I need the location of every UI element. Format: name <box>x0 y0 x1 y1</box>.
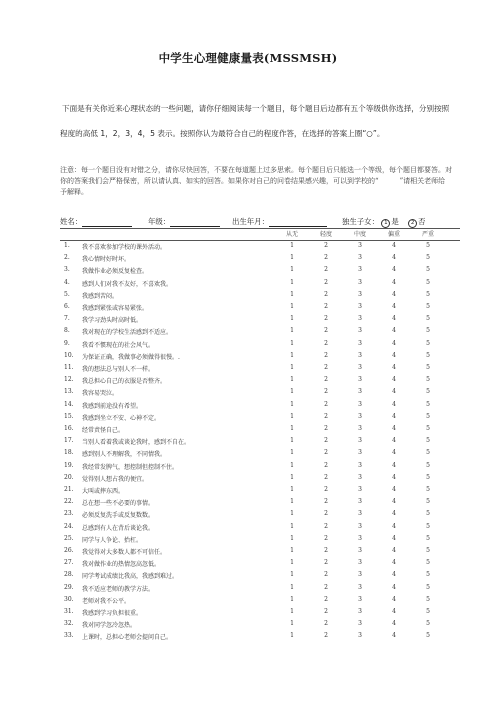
question-row <box>60 462 460 474</box>
answer-option-1[interactable]: 1 <box>290 449 294 457</box>
question-number: 1. <box>64 242 70 249</box>
answer-option-5[interactable]: 5 <box>426 608 430 615</box>
answer-option-1[interactable]: 1 <box>290 327 294 335</box>
answer-option-3[interactable]: 3 <box>358 522 362 530</box>
answer-option-2[interactable]: 2 <box>324 339 328 347</box>
question-number: 9. <box>64 339 70 347</box>
question-number: 16. <box>64 425 74 432</box>
answer-option-4[interactable]: 4 <box>392 486 396 493</box>
question-text: 我对现在的学校生活感到不适应。 <box>82 329 173 337</box>
question-number: 23. <box>64 510 74 518</box>
answer-option-2[interactable]: 2 <box>324 510 328 518</box>
answer-option-5[interactable]: 5 <box>426 571 430 579</box>
question-text: 大叫或摔东西。 <box>82 488 125 495</box>
question-text: 我感到坐立不安、心神不定。 <box>82 414 161 422</box>
answer-option-3[interactable]: 3 <box>358 315 362 323</box>
answer-option-4[interactable]: 4 <box>392 425 396 432</box>
answer-option-2[interactable]: 2 <box>324 254 328 262</box>
question-text: 我不适应老师的教学方法。 <box>82 585 155 593</box>
answer-option-1[interactable]: 1 <box>290 595 294 603</box>
answer-option-2[interactable]: 2 <box>324 327 328 335</box>
answer-option-5[interactable]: 5 <box>426 498 430 506</box>
answer-option-1[interactable]: 1 <box>290 412 294 420</box>
answer-option-3[interactable]: 3 <box>358 498 362 506</box>
question-row <box>60 364 460 376</box>
question-text: 我对同学忽冷忽热。 <box>82 622 137 630</box>
answer-option-2[interactable]: 2 <box>324 522 328 530</box>
question-row <box>60 291 460 303</box>
scale-label-mild: 轻度 <box>319 231 333 238</box>
answer-option-3[interactable]: 3 <box>358 608 362 615</box>
answer-option-5[interactable]: 5 <box>426 290 430 298</box>
question-row <box>60 279 460 291</box>
answer-option-5[interactable]: 5 <box>426 364 430 371</box>
answer-option-5[interactable]: 5 <box>426 327 430 335</box>
question-text: 为保证正确，我做事必须做得很慢。. <box>82 353 180 361</box>
answer-option-3[interactable]: 3 <box>358 339 362 347</box>
answer-option-1[interactable]: 1 <box>290 583 294 591</box>
answer-option-2[interactable]: 2 <box>324 595 328 603</box>
question-number: 29. <box>64 583 74 591</box>
question-number: 4. <box>64 278 70 286</box>
answer-option-3[interactable]: 3 <box>358 400 362 408</box>
question-number: 31. <box>64 608 74 615</box>
question-number: 25. <box>64 534 74 542</box>
answer-option-3[interactable]: 3 <box>358 534 362 542</box>
scale-label-none: 从无 <box>285 231 299 238</box>
answer-option-1[interactable]: 1 <box>290 400 294 408</box>
question-number: 22. <box>64 498 74 506</box>
question-row <box>60 401 460 413</box>
question-text: 我觉得对大多数人都不可信任。 <box>82 549 167 556</box>
question-number: 19. <box>64 461 74 469</box>
answer-option-3[interactable]: 3 <box>358 364 362 371</box>
answer-option-2[interactable]: 2 <box>324 461 328 469</box>
answer-option-1[interactable]: 1 <box>290 522 294 530</box>
question-number: 11. <box>64 364 74 371</box>
question-text: 当别人看着我或谈论我时，感到不自在。 <box>82 439 191 447</box>
scale-label-moderate: 中度 <box>353 231 367 238</box>
answer-option-4[interactable]: 4 <box>392 559 396 567</box>
only-child-yes-option[interactable] <box>381 217 398 226</box>
answer-option-4[interactable]: 4 <box>392 290 396 298</box>
answer-option-1[interactable]: 1 <box>290 559 294 567</box>
question-number: 30. <box>64 595 74 603</box>
answer-option-4[interactable]: 4 <box>392 620 396 628</box>
answer-option-2[interactable]: 2 <box>324 412 328 420</box>
answer-option-2[interactable]: 2 <box>324 571 328 579</box>
answer-option-5[interactable]: 5 <box>426 461 430 469</box>
answer-option-3[interactable]: 3 <box>358 278 362 286</box>
answer-option-1[interactable]: 1 <box>290 254 294 262</box>
question-number: 15. <box>64 412 74 420</box>
answer-option-4[interactable]: 4 <box>392 522 396 530</box>
answer-option-3[interactable]: 3 <box>358 327 362 335</box>
answer-option-3[interactable]: 3 <box>358 254 362 262</box>
question-row <box>60 584 460 596</box>
answer-option-1[interactable]: 1 <box>290 388 294 396</box>
question-text: 我感到苦闷。 <box>82 292 119 300</box>
answer-option-5[interactable]: 5 <box>426 254 430 262</box>
question-text: 感到人们对我不友好，不喜欢我。 <box>82 280 173 288</box>
question-row <box>60 437 460 449</box>
answer-option-3[interactable]: 3 <box>358 620 362 628</box>
name-label: 姓名： <box>60 217 83 226</box>
answer-option-5[interactable]: 5 <box>426 559 430 567</box>
question-row <box>60 340 460 352</box>
answer-option-1[interactable]: 1 <box>290 290 294 298</box>
answer-option-4[interactable]: 4 <box>392 315 396 323</box>
answer-option-2[interactable]: 2 <box>324 266 328 274</box>
answer-option-1[interactable]: 1 <box>290 486 294 493</box>
answer-option-1[interactable]: 1 <box>290 534 294 542</box>
answer-option-2[interactable]: 2 <box>324 437 328 445</box>
answer-option-1[interactable]: 1 <box>290 608 294 615</box>
question-text: 我的想法总与别人不一样。 <box>82 366 155 373</box>
instructions-text: 下面是有关你近来心理状态的一些问题，请你仔细阅读每一个题目，每个题目后边都有五个等级供你选择，分别按照程度的高低 1，2，3，4，5 表示。按照你认为最符合自己的程度作答，在选择的答案上圈“○”。 <box>60 104 450 138</box>
question-row <box>60 315 460 327</box>
answer-option-3[interactable]: 3 <box>358 461 362 469</box>
answer-option-2[interactable]: 2 <box>324 620 328 628</box>
header-bottom-rule <box>60 240 460 241</box>
question-text: 我经常发脾气，想控制但控制不住。 <box>82 463 179 471</box>
question-text: 觉得别人想占我的便宜。 <box>82 475 149 483</box>
instructions <box>60 96 450 146</box>
answer-option-2[interactable]: 2 <box>324 632 328 640</box>
answer-option-2[interactable]: 2 <box>324 278 328 286</box>
question-row <box>60 620 460 632</box>
answer-option-5[interactable]: 5 <box>426 473 430 481</box>
answer-option-1[interactable]: 1 <box>290 376 294 384</box>
answer-option-5[interactable]: 5 <box>426 437 430 445</box>
answer-option-4[interactable]: 4 <box>392 461 396 469</box>
answer-option-2[interactable]: 2 <box>324 388 328 396</box>
circle-one-icon: 1 <box>381 219 390 228</box>
answer-option-4[interactable]: 4 <box>392 632 396 640</box>
answer-option-2[interactable]: 2 <box>324 351 328 359</box>
question-row <box>60 327 460 339</box>
question-number: 12. <box>64 376 74 384</box>
only-child-field <box>342 216 426 228</box>
answer-option-4[interactable]: 4 <box>392 339 396 347</box>
question-text: 我学习劲头时高时低。 <box>82 317 143 325</box>
answer-option-4[interactable]: 4 <box>392 583 396 591</box>
scale-label-heavy: 偏重 <box>387 231 401 238</box>
answer-option-5[interactable]: 5 <box>426 425 430 432</box>
question-number: 3. <box>64 266 70 274</box>
answer-option-3[interactable]: 3 <box>358 449 362 457</box>
question-row <box>60 559 460 571</box>
question-text: 我感到前途没有希望。 <box>82 402 143 410</box>
question-text: 我看不惯现在的社会风气。 <box>82 341 155 349</box>
question-number: 18. <box>64 449 74 457</box>
answer-option-1[interactable]: 1 <box>290 498 294 506</box>
answer-option-4[interactable]: 4 <box>392 242 396 249</box>
answer-option-3[interactable]: 3 <box>358 303 362 310</box>
answer-option-5[interactable]: 5 <box>426 412 430 420</box>
answer-option-4[interactable]: 4 <box>392 571 396 579</box>
answer-option-2[interactable]: 2 <box>324 534 328 542</box>
answer-option-3[interactable]: 3 <box>358 266 362 274</box>
question-text: 必须反复洗手或反复数数。 <box>82 512 155 520</box>
answer-option-4[interactable]: 4 <box>392 254 396 262</box>
answer-option-3[interactable]: 3 <box>358 510 362 518</box>
question-row <box>60 376 460 388</box>
answer-option-5[interactable]: 5 <box>426 620 430 628</box>
question-row <box>60 498 460 510</box>
answer-option-5[interactable]: 5 <box>426 510 430 518</box>
birth-blank[interactable] <box>269 217 327 227</box>
question-row <box>60 596 460 608</box>
answer-option-2[interactable]: 2 <box>324 364 328 371</box>
answer-option-1[interactable]: 1 <box>290 242 294 249</box>
answer-option-4[interactable]: 4 <box>392 473 396 481</box>
answer-option-2[interactable]: 2 <box>324 583 328 591</box>
answer-option-3[interactable]: 3 <box>358 547 362 554</box>
answer-option-3[interactable]: 3 <box>358 583 362 591</box>
answer-option-4[interactable]: 4 <box>392 437 396 445</box>
question-text: 总感到有人在背后谈论我。 <box>82 524 155 532</box>
answer-option-4[interactable]: 4 <box>392 412 396 420</box>
answer-option-1[interactable]: 1 <box>290 620 294 628</box>
answer-option-4[interactable]: 4 <box>392 388 396 396</box>
scale-header <box>60 229 460 239</box>
no-label: 否 <box>418 217 426 226</box>
question-row <box>60 352 460 364</box>
answer-option-1[interactable]: 1 <box>290 510 294 518</box>
question-number: 13. <box>64 388 74 396</box>
answer-option-3[interactable]: 3 <box>358 632 362 640</box>
question-number: 10. <box>64 351 74 359</box>
question-text: 同学与人争论、抬杠。 <box>82 536 143 544</box>
answer-option-2[interactable]: 2 <box>324 425 328 432</box>
answer-option-5[interactable]: 5 <box>426 400 430 408</box>
answer-option-5[interactable]: 5 <box>426 351 430 359</box>
question-row <box>60 523 460 535</box>
answer-option-3[interactable]: 3 <box>358 242 362 249</box>
question-number: 6. <box>64 303 70 310</box>
answer-option-1[interactable]: 1 <box>290 461 294 469</box>
birth-field[interactable] <box>232 216 327 227</box>
name-field[interactable] <box>60 216 132 227</box>
answer-option-4[interactable]: 4 <box>392 510 396 518</box>
question-row <box>60 535 460 547</box>
answer-option-1[interactable]: 1 <box>290 473 294 481</box>
answer-option-2[interactable]: 2 <box>324 242 328 249</box>
answer-option-5[interactable]: 5 <box>426 278 430 286</box>
answer-option-4[interactable]: 4 <box>392 351 396 359</box>
question-text: 上课时，总担心老师会提问自己。 <box>82 634 173 642</box>
question-text: 老师对我不公平。 <box>82 597 131 605</box>
page-title: 中学生心理健康量表(MSSMSH) <box>158 51 338 65</box>
question-text: 我感到学习负担很重。 <box>82 610 143 617</box>
grade-label: 年级： <box>148 217 171 226</box>
answer-option-4[interactable]: 4 <box>392 608 396 615</box>
scale-label-severe: 严重 <box>421 231 435 238</box>
question-number: 24. <box>64 522 74 530</box>
question-text: 我做作业必须反复检查。 <box>82 268 149 276</box>
answer-option-1[interactable]: 1 <box>290 437 294 445</box>
answer-option-1[interactable]: 1 <box>290 571 294 579</box>
question-number: 27. <box>64 559 74 567</box>
yes-label: 是 <box>391 217 399 226</box>
answer-option-1[interactable]: 1 <box>290 547 294 554</box>
question-number: 33. <box>64 632 74 640</box>
question-text: 我容易哭泣。 <box>82 390 119 398</box>
answer-option-5[interactable]: 5 <box>426 266 430 274</box>
answer-option-5[interactable]: 5 <box>426 376 430 384</box>
answer-option-3[interactable]: 3 <box>358 473 362 481</box>
question-number: 20. <box>64 473 74 481</box>
answer-option-3[interactable]: 3 <box>358 486 362 493</box>
grade-blank[interactable] <box>170 217 220 227</box>
answer-option-2[interactable]: 2 <box>324 315 328 323</box>
question-number: 2. <box>64 254 70 262</box>
question-text: 总在想一些不必要的事情。 <box>82 500 155 508</box>
question-row <box>60 632 460 644</box>
answer-option-1[interactable]: 1 <box>290 339 294 347</box>
answer-option-3[interactable]: 3 <box>358 290 362 298</box>
answer-option-5[interactable]: 5 <box>426 339 430 347</box>
only-child-no-option[interactable] <box>408 217 425 226</box>
answer-option-2[interactable]: 2 <box>324 547 328 554</box>
answer-option-2[interactable]: 2 <box>324 486 328 493</box>
question-row <box>60 254 460 266</box>
answer-option-2[interactable]: 2 <box>324 449 328 457</box>
question-row <box>60 547 460 559</box>
answer-option-1[interactable]: 1 <box>290 364 294 371</box>
question-number: 21. <box>64 486 74 493</box>
circle-two-icon: 2 <box>408 219 417 228</box>
question-row <box>60 303 460 315</box>
answer-option-5[interactable]: 5 <box>426 632 430 640</box>
answer-option-3[interactable]: 3 <box>358 388 362 396</box>
answer-option-2[interactable]: 2 <box>324 400 328 408</box>
answer-option-1[interactable]: 1 <box>290 425 294 432</box>
question-number: 14. <box>64 400 74 408</box>
answer-option-2[interactable]: 2 <box>324 608 328 615</box>
answer-option-4[interactable]: 4 <box>392 547 396 554</box>
answer-option-5[interactable]: 5 <box>426 242 430 249</box>
answer-option-4[interactable]: 4 <box>392 595 396 603</box>
question-text: 我总担心自己的衣服是否整齐。 <box>82 378 167 386</box>
answer-option-5[interactable]: 5 <box>426 583 430 591</box>
answer-option-3[interactable]: 3 <box>358 351 362 359</box>
question-row <box>60 486 460 498</box>
answer-option-1[interactable]: 1 <box>290 632 294 640</box>
answer-option-4[interactable]: 4 <box>392 327 396 335</box>
answer-option-5[interactable]: 5 <box>426 595 430 603</box>
answer-option-1[interactable]: 1 <box>290 351 294 359</box>
answer-option-2[interactable]: 2 <box>324 303 328 310</box>
answer-option-5[interactable]: 5 <box>426 449 430 457</box>
birth-label: 出生年月： <box>232 217 269 226</box>
answer-option-4[interactable]: 4 <box>392 400 396 408</box>
answer-option-1[interactable]: 1 <box>290 303 294 310</box>
name-blank[interactable] <box>82 217 132 227</box>
answer-option-5[interactable]: 5 <box>426 534 430 542</box>
answer-option-3[interactable]: 3 <box>358 559 362 567</box>
answer-option-3[interactable]: 3 <box>358 595 362 603</box>
respondent-info <box>60 216 460 228</box>
answer-option-4[interactable]: 4 <box>392 266 396 274</box>
answer-option-4[interactable]: 4 <box>392 376 396 384</box>
question-number: 26. <box>64 547 74 554</box>
answer-option-4[interactable]: 4 <box>392 498 396 506</box>
answer-option-2[interactable]: 2 <box>324 559 328 567</box>
answer-option-5[interactable]: 5 <box>426 486 430 493</box>
question-row <box>60 242 460 254</box>
answer-option-1[interactable]: 1 <box>290 278 294 286</box>
question-text: 感到别人不理解我，不同情我。 <box>82 451 167 459</box>
answer-option-5[interactable]: 5 <box>426 303 430 310</box>
grade-field[interactable] <box>148 216 220 227</box>
question-row <box>60 449 460 461</box>
question-number: 8. <box>64 327 70 335</box>
question-row <box>60 474 460 486</box>
question-text: 我对做作业的热情忽高忽低。 <box>82 561 161 569</box>
question-number: 7. <box>64 315 70 323</box>
only-child-label: 独生子女： <box>342 217 379 226</box>
answer-option-4[interactable]: 4 <box>392 364 396 371</box>
question-number: 5. <box>64 290 70 298</box>
attention-note: 注意：每一个题目没有对错之分，请你尽快回答，不要在每道题上过多思索。每个题目后只能选一个等级，每个题目都要答。对你的答案我们会严格保密，所以请认真、如实的回答。如果你对自己的问卷结果感兴趣，可以到学校的“ ”请相关老师给予解释。 <box>60 166 452 196</box>
answer-option-3[interactable]: 3 <box>358 412 362 420</box>
answer-option-3[interactable]: 3 <box>358 571 362 579</box>
answer-option-1[interactable]: 1 <box>290 266 294 274</box>
answer-option-4[interactable]: 4 <box>392 278 396 286</box>
question-row <box>60 510 460 522</box>
question-row <box>60 571 460 583</box>
answer-option-2[interactable]: 2 <box>324 473 328 481</box>
question-row <box>60 425 460 437</box>
question-number: 17. <box>64 437 74 445</box>
answer-option-2[interactable]: 2 <box>324 290 328 298</box>
answer-option-1[interactable]: 1 <box>290 315 294 323</box>
answer-option-5[interactable]: 5 <box>426 315 430 323</box>
answer-option-3[interactable]: 3 <box>358 425 362 432</box>
question-text: 我心情时好时坏。 <box>82 256 131 264</box>
answer-option-5[interactable]: 5 <box>426 388 430 396</box>
question-row <box>60 608 460 620</box>
answer-option-2[interactable]: 2 <box>324 498 328 506</box>
answer-option-5[interactable]: 5 <box>426 522 430 530</box>
question-text: 经常责怪自己。 <box>82 427 125 434</box>
question-row <box>60 266 460 278</box>
answer-option-3[interactable]: 3 <box>358 376 362 384</box>
question-number: 32. <box>64 620 74 628</box>
answer-option-4[interactable]: 4 <box>392 303 396 310</box>
question-text: 同学考试成绩比我高，我感到难过。 <box>82 573 179 581</box>
answer-option-4[interactable]: 4 <box>392 449 396 457</box>
question-number: 28. <box>64 571 74 579</box>
question-text: 我不喜欢参加学校的课外活动。 <box>82 244 167 251</box>
answer-option-4[interactable]: 4 <box>392 534 396 542</box>
question-text: 我感到紧张或容易紧张。 <box>82 305 149 312</box>
question-row <box>60 388 460 400</box>
answer-option-5[interactable]: 5 <box>426 547 430 554</box>
answer-option-2[interactable]: 2 <box>324 376 328 384</box>
answer-option-3[interactable]: 3 <box>358 437 362 445</box>
question-row <box>60 413 460 425</box>
